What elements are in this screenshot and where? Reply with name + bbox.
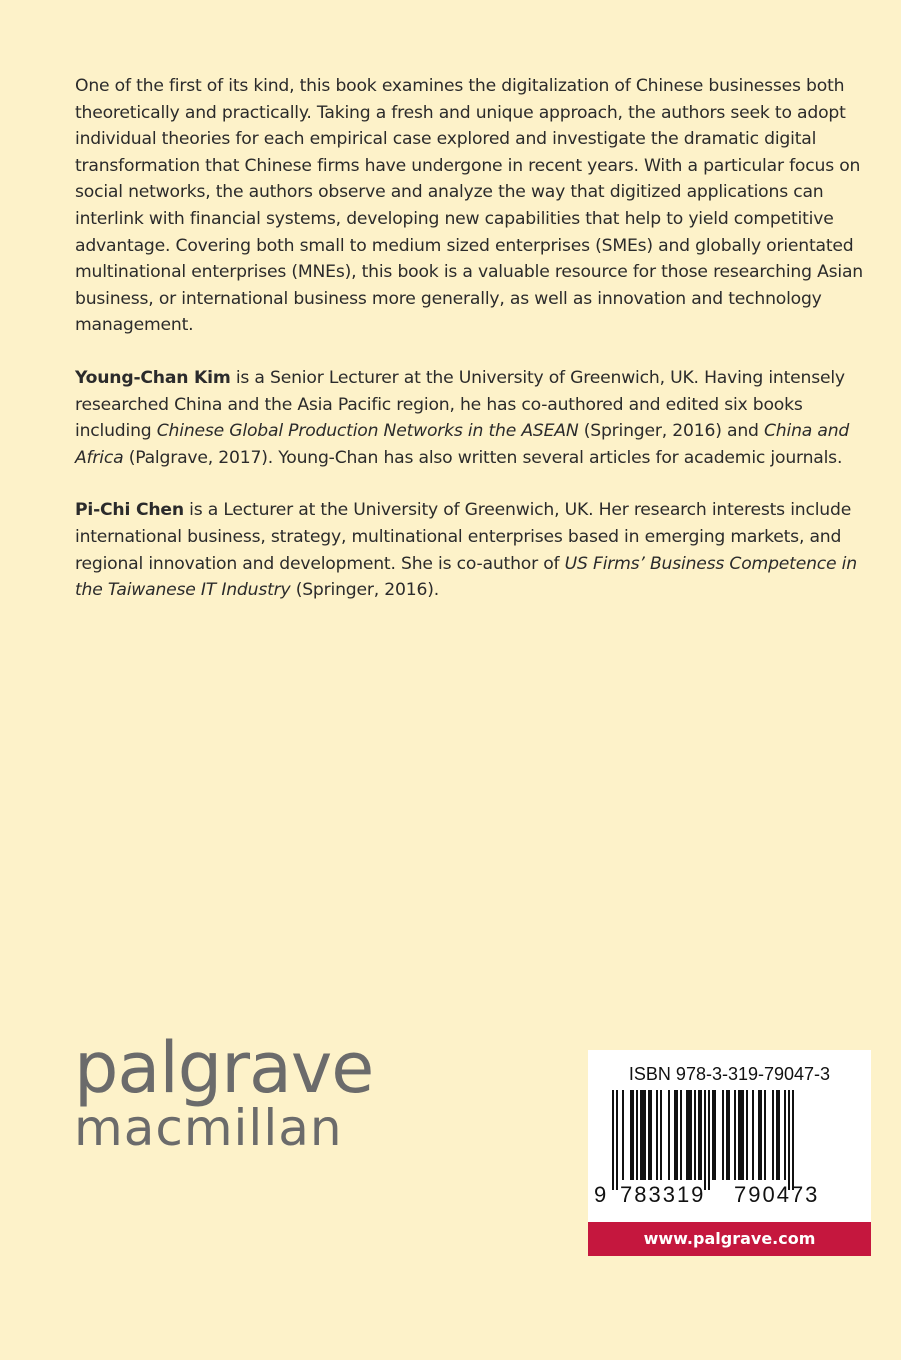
barcode-bar bbox=[686, 1090, 692, 1180]
barcode-bar bbox=[698, 1090, 702, 1180]
barcode-bar bbox=[738, 1090, 744, 1180]
barcode-bar bbox=[704, 1090, 706, 1190]
bio-text: is a Lecturer at the University of Greenwich, UK. Her research interests include international business, strategy, multinational enterprises based in emerging markets, and regional innovation and development. She is co-author of bbox=[75, 500, 852, 574]
barcode-bar bbox=[776, 1090, 780, 1180]
barcode-bar bbox=[622, 1090, 624, 1180]
barcode-bar bbox=[788, 1090, 790, 1190]
barcode-bar bbox=[616, 1090, 618, 1190]
barcode-bar bbox=[668, 1090, 670, 1180]
barcode-bar bbox=[648, 1090, 652, 1180]
barcode-bar bbox=[752, 1090, 754, 1180]
barcode-bar bbox=[726, 1090, 730, 1180]
author-name: Pi-Chi Chen bbox=[75, 500, 184, 521]
bio-text: is a Senior Lecturer at the University of Greenwich, UK. Having intensely researched China and the Asia Pacific region, he has co-authored and edited six books including bbox=[75, 367, 845, 442]
bio-text: (Springer, 2016) and bbox=[578, 421, 764, 442]
book-title: Chinese Global Production Networks in the ASEAN bbox=[156, 421, 579, 442]
barcode-bar bbox=[656, 1090, 658, 1180]
barcode-bar bbox=[708, 1090, 710, 1190]
bio-text: (Palgrave, 2017). Young-Chan has also written several articles for academic journals. bbox=[123, 447, 843, 468]
barcode-bar bbox=[746, 1090, 748, 1180]
barcode-bar bbox=[680, 1090, 682, 1180]
publisher-logo bbox=[74, 1027, 374, 1157]
logo-line-palgrave: palgrave bbox=[74, 1027, 374, 1109]
barcode-bar bbox=[612, 1090, 614, 1190]
isbn-label: ISBN 978-3-319-79047-3 bbox=[628, 1064, 831, 1084]
digit-group-1: 783319 bbox=[620, 1182, 706, 1207]
author-bio-kim bbox=[75, 365, 875, 471]
barcode-bar bbox=[764, 1090, 766, 1180]
barcode-bar bbox=[674, 1090, 678, 1180]
barcode-bar bbox=[660, 1090, 662, 1180]
barcode-bar bbox=[722, 1090, 724, 1180]
digit-group-2: 790473 bbox=[734, 1182, 820, 1207]
lead-digit: 9 bbox=[594, 1182, 607, 1207]
logo-line-macmillan: macmillan bbox=[74, 1099, 343, 1157]
book-title: China and Africa bbox=[75, 421, 850, 468]
barcode-bar bbox=[792, 1090, 794, 1190]
back-cover-text bbox=[75, 73, 875, 630]
barcode-bar bbox=[784, 1090, 786, 1180]
barcode-bar bbox=[758, 1090, 762, 1180]
author-name: Young-Chan Kim bbox=[75, 367, 231, 388]
barcode-bar bbox=[734, 1090, 736, 1180]
barcode-bars bbox=[602, 1090, 857, 1190]
book-title: US Firms’ Business Competence in the Taiwanese IT Industry bbox=[75, 553, 857, 601]
barcode-bar bbox=[640, 1090, 646, 1180]
barcode-bar bbox=[636, 1090, 638, 1180]
barcode-bar bbox=[712, 1090, 716, 1180]
author-bio-chen bbox=[75, 497, 875, 603]
book-description: One of the first of its kind, this book examines the digitalization of Chinese businesses both theoretically and practically. Taking a fresh and unique approach, the authors seek to adopt individual theories for each empirical case explored and investigate the dramatic digital transformation that Chinese firms have undergone in recent years. With a particular focus on social networks, the authors observe and analyze the way that digitized applications can interlink with financial systems, developing new capabilities that help to yield competitive advantage. Covering both small to medium sized enterprises (SMEs) and globally orientated multinational enterprises (MNEs), this book is a valuable resource for those researching Asian business, or international business more generally, as well as innovation and technology management. bbox=[75, 76, 863, 336]
barcode-bar bbox=[694, 1090, 696, 1180]
bio-text: (Springer, 2016). bbox=[290, 580, 439, 601]
isbn-barcode bbox=[588, 1050, 871, 1222]
barcode-bar bbox=[630, 1090, 634, 1180]
barcode-bar bbox=[772, 1090, 774, 1180]
publisher-url: www.palgrave.com bbox=[588, 1222, 871, 1256]
